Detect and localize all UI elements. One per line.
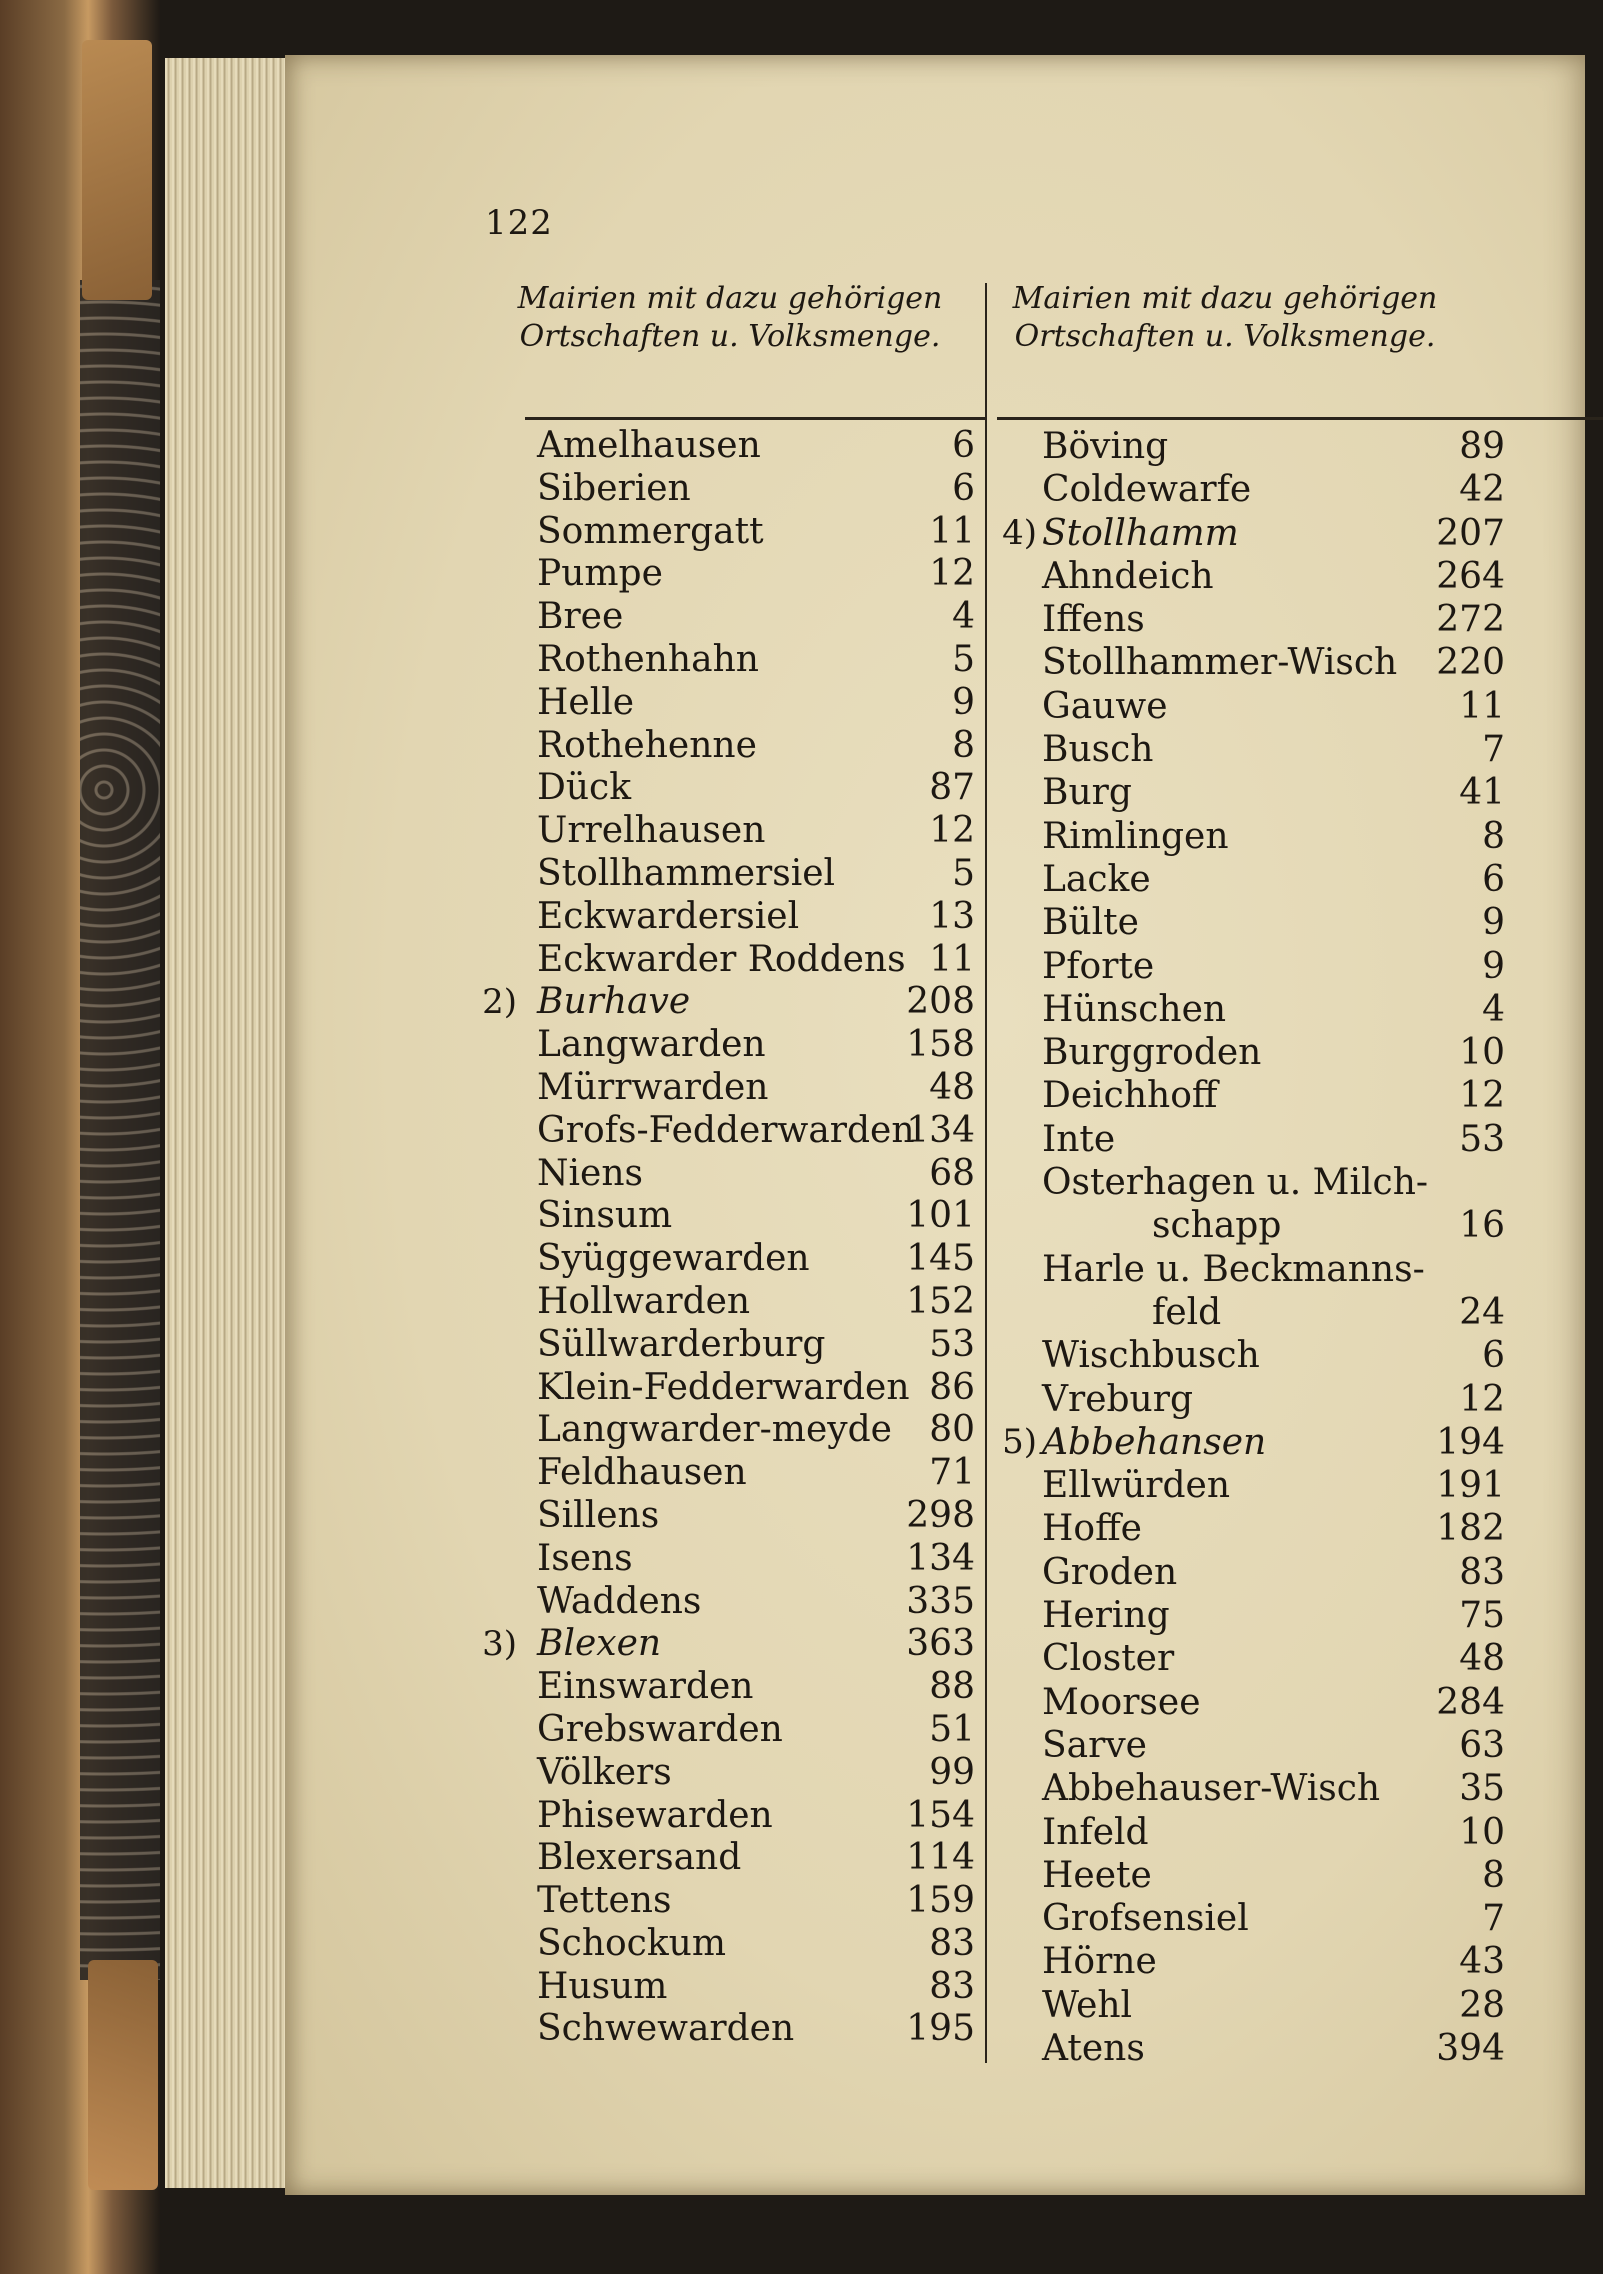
population-value: 394 [1436, 2027, 1505, 2069]
column-header-left-line-1: Mairien mit dazu gehörigen [517, 281, 943, 316]
population-value: 53 [929, 1323, 975, 1365]
population-value: 51 [929, 1708, 975, 1750]
page-edges-stack [165, 58, 290, 2188]
population-value: 335 [906, 1580, 975, 1622]
place-name: Moorsee [1042, 1681, 1201, 1723]
population-value: 284 [1436, 1681, 1505, 1723]
table-row [995, 1204, 1603, 1247]
table-row [465, 1367, 975, 1410]
place-name: Grofsensiel [1042, 1898, 1249, 1940]
table-row [465, 1752, 975, 1795]
table-row [995, 641, 1603, 684]
table-row [995, 555, 1603, 598]
table-row [465, 1581, 975, 1624]
table-row [465, 1195, 975, 1238]
table-row [995, 1940, 1603, 1983]
population-value: 12 [1459, 1075, 1505, 1117]
header-rule-right [997, 417, 1603, 420]
column-header-right-line-1: Mairien mit dazu gehörigen [1012, 281, 1438, 316]
table-row [465, 1966, 975, 2009]
place-name: Abbehauser-Wisch [1042, 1768, 1381, 1810]
population-value: 41 [1459, 772, 1505, 814]
mairie-number: 3) [482, 1624, 517, 1665]
place-name: Eckwarder Roddens [537, 938, 906, 980]
place-name: Vreburg [1042, 1378, 1193, 1420]
table-row [995, 1161, 1603, 1204]
page-number: 122 [485, 203, 553, 243]
place-name: feld [1152, 1291, 1222, 1333]
table-row [995, 1637, 1603, 1680]
population-value: 7 [1482, 729, 1505, 771]
table-row [465, 1923, 975, 1966]
table-row [995, 1724, 1603, 1767]
place-name: Atens [1042, 2027, 1145, 2069]
place-name: Blexersand [537, 1837, 742, 1879]
population-value: 8 [1482, 815, 1505, 857]
place-name: Schockum [537, 1922, 726, 1964]
population-value: 6 [1482, 858, 1505, 900]
table-row [465, 1538, 975, 1581]
place-name: Husum [537, 1965, 668, 2007]
table-row [995, 1421, 1603, 1464]
place-name: Süllwarderburg [537, 1323, 826, 1365]
mairie-name: Abbehansen [1042, 1421, 1267, 1463]
population-value: 158 [906, 1024, 975, 1066]
table-row [995, 901, 1603, 944]
place-name: Eckwardersiel [537, 895, 800, 937]
table-row [995, 1464, 1603, 1507]
population-value: 8 [952, 724, 975, 766]
table-row [995, 425, 1603, 468]
place-name: Sillens [537, 1494, 660, 1536]
place-name: schapp [1152, 1205, 1282, 1247]
population-value: 4 [1482, 988, 1505, 1030]
place-name: Ahndeich [1042, 555, 1214, 597]
place-name: Bülte [1042, 902, 1139, 944]
population-value: 11 [929, 510, 975, 552]
place-name: Schwewarden [537, 2008, 795, 2050]
place-name: Sinsum [537, 1195, 673, 1237]
population-value: 182 [1436, 1508, 1505, 1550]
population-value: 5 [952, 852, 975, 894]
place-name: Wischbusch [1042, 1335, 1260, 1377]
population-value: 99 [929, 1751, 975, 1793]
place-name: Rimlingen [1042, 815, 1229, 857]
marbled-endpaper [80, 280, 160, 1980]
table-row [995, 771, 1603, 814]
population-value: 11 [929, 938, 975, 980]
place-name: Urrelhausen [537, 810, 766, 852]
population-value: 4 [952, 596, 975, 638]
place-name: Burggroden [1042, 1032, 1262, 1074]
table-row [465, 1795, 975, 1838]
table-row [995, 468, 1603, 511]
table-row [995, 1984, 1603, 2027]
table-row [465, 1110, 975, 1153]
place-name: Heete [1042, 1854, 1152, 1896]
population-value: 7 [1482, 1898, 1505, 1940]
place-name: Hünschen [1042, 988, 1227, 1030]
place-name: Gauwe [1042, 685, 1168, 727]
population-value: 28 [1459, 1984, 1505, 2026]
header-rule-left [525, 417, 985, 420]
population-value: 159 [906, 1880, 975, 1922]
table-row [995, 1594, 1603, 1637]
population-value: 11 [1459, 685, 1505, 727]
place-name: Grebswarden [537, 1708, 783, 1750]
place-name: Amelhausen [537, 425, 761, 466]
population-value: 5 [952, 638, 975, 680]
table-row [995, 1897, 1603, 1940]
mairie-number: 2) [482, 982, 517, 1023]
table-row [995, 1681, 1603, 1724]
column-header-right-line-2: Ortschaften u. Volksmenge. [1014, 319, 1436, 354]
place-name: Dück [537, 767, 632, 809]
population-value: 208 [906, 981, 975, 1023]
table-row [995, 1074, 1603, 1117]
place-name: Isens [537, 1537, 633, 1579]
population-value: 220 [1436, 642, 1505, 684]
table-row [465, 1880, 975, 1923]
place-name: Rothehenne [537, 724, 757, 766]
table-row [465, 767, 975, 810]
table-row [995, 728, 1603, 771]
population-value: 13 [929, 895, 975, 937]
table-row [995, 1551, 1603, 1594]
place-name: Closter [1042, 1638, 1175, 1680]
place-name: Grofs-Fedderwarden [537, 1109, 915, 1151]
population-value: 195 [906, 2008, 975, 2050]
table-row [995, 1854, 1603, 1897]
table-row [465, 1153, 975, 1196]
population-value: 8 [1482, 1854, 1505, 1896]
population-value: 86 [929, 1366, 975, 1408]
table-row [465, 725, 975, 768]
population-value: 88 [929, 1666, 975, 1708]
population-value: 48 [1459, 1638, 1505, 1680]
table-row [465, 2008, 975, 2051]
place-name: Hollwarden [537, 1280, 751, 1322]
place-name: Burg [1042, 772, 1132, 814]
population-value: 298 [906, 1494, 975, 1536]
place-name: Osterhagen u. Milch- [1042, 1162, 1429, 1204]
place-name: Hering [1042, 1595, 1170, 1637]
place-name: Tettens [537, 1880, 672, 1922]
table-row [465, 639, 975, 682]
table-row [995, 945, 1603, 988]
column-header-left [480, 280, 980, 356]
table-row [465, 1409, 975, 1452]
place-name: Feldhausen [537, 1452, 747, 1494]
population-value: 35 [1459, 1768, 1505, 1810]
population-value: 89 [1459, 426, 1505, 467]
population-value: 145 [906, 1238, 975, 1280]
table-row [465, 1666, 975, 1709]
place-name: Völkers [537, 1751, 672, 1793]
table-row [465, 682, 975, 725]
table-row [995, 598, 1603, 641]
population-value: 152 [906, 1280, 975, 1322]
place-name: Ellwürden [1042, 1465, 1231, 1507]
population-value: 12 [929, 810, 975, 852]
table-row [465, 1067, 975, 1110]
place-name: Siberien [537, 467, 691, 509]
population-value: 154 [906, 1794, 975, 1836]
table-row [995, 2027, 1603, 2070]
population-value: 68 [929, 1152, 975, 1194]
population-value: 264 [1436, 555, 1505, 597]
place-name: Infeld [1042, 1811, 1149, 1853]
population-value: 207 [1436, 512, 1505, 554]
population-value: 83 [929, 1965, 975, 2007]
population-value: 6 [952, 425, 975, 466]
table-row [995, 1767, 1603, 1810]
table-row [465, 810, 975, 853]
table-row [465, 425, 975, 468]
place-name: Klein-Fedderwarden [537, 1366, 910, 1408]
population-value: 363 [906, 1623, 975, 1665]
book-page [285, 55, 1585, 2195]
population-value: 53 [1459, 1118, 1505, 1160]
mairie-number: 5) [1002, 1421, 1037, 1462]
population-value: 71 [929, 1452, 975, 1494]
population-value: 272 [1436, 599, 1505, 641]
population-value: 16 [1459, 1205, 1505, 1247]
population-value: 134 [906, 1109, 975, 1151]
left-column-list [465, 425, 975, 2051]
place-name: Mürrwarden [537, 1066, 769, 1108]
table-row [465, 1623, 975, 1666]
table-row [995, 1378, 1603, 1421]
right-column-list [995, 425, 1603, 2070]
table-row [995, 1118, 1603, 1161]
mairie-name: Blexen [537, 1623, 662, 1665]
population-value: 191 [1436, 1465, 1505, 1507]
place-name: Wehl [1042, 1984, 1133, 2026]
mairie-number: 4) [1002, 512, 1037, 553]
population-value: 101 [906, 1195, 975, 1237]
table-row [465, 468, 975, 511]
population-value: 6 [952, 467, 975, 509]
table-row [995, 1507, 1603, 1550]
population-value: 24 [1459, 1291, 1505, 1333]
population-value: 12 [929, 553, 975, 595]
table-row [465, 596, 975, 639]
column-header-left-line-2: Ortschaften u. Volksmenge. [519, 319, 941, 354]
table-row [465, 896, 975, 939]
population-value: 75 [1459, 1595, 1505, 1637]
table-row [465, 1238, 975, 1281]
place-name: Busch [1042, 729, 1154, 771]
table-row [465, 511, 975, 554]
table-row [995, 685, 1603, 728]
table-row [465, 553, 975, 596]
table-row [465, 939, 975, 982]
table-row [995, 1811, 1603, 1854]
population-value: 10 [1459, 1032, 1505, 1074]
place-name: Stollhammer-Wisch [1042, 642, 1398, 684]
population-value: 6 [1482, 1335, 1505, 1377]
place-name: Sommergatt [537, 510, 764, 552]
table-row [465, 1324, 975, 1367]
table-row [465, 1024, 975, 1067]
place-name: Rothenhahn [537, 638, 759, 680]
table-row [995, 988, 1603, 1031]
place-name: Sarve [1042, 1724, 1147, 1766]
population-value: 87 [929, 767, 975, 809]
place-name: Hoffe [1042, 1508, 1142, 1550]
mairie-name: Stollhamm [1042, 512, 1239, 554]
place-name: Langwarder-meyde [537, 1409, 892, 1451]
table-row [995, 815, 1603, 858]
place-name: Harle u. Beckmanns- [1042, 1248, 1425, 1290]
place-name: Phisewarden [537, 1794, 773, 1836]
table-row [465, 1709, 975, 1752]
population-value: 134 [906, 1537, 975, 1579]
place-name: Syüggewarden [537, 1238, 810, 1280]
population-value: 83 [1459, 1551, 1505, 1593]
leather-cover-corner-top [82, 40, 152, 300]
table-row [995, 1248, 1603, 1291]
place-name: Hörne [1042, 1941, 1157, 1983]
place-name: Pumpe [537, 553, 663, 595]
population-value: 83 [929, 1922, 975, 1964]
population-value: 9 [952, 681, 975, 723]
population-value: 80 [929, 1409, 975, 1451]
table-row [465, 1281, 975, 1324]
place-name: Helle [537, 681, 635, 723]
place-name: Groden [1042, 1551, 1178, 1593]
place-name: Böving [1042, 426, 1169, 467]
place-name: Inte [1042, 1118, 1116, 1160]
place-name: Langwarden [537, 1024, 766, 1066]
column-header-right [975, 280, 1475, 356]
population-value: 12 [1459, 1378, 1505, 1420]
table-row [995, 512, 1603, 555]
place-name: Bree [537, 596, 624, 638]
table-row [995, 1031, 1603, 1074]
table-row [465, 853, 975, 896]
table-row [995, 1334, 1603, 1377]
population-value: 42 [1459, 469, 1505, 511]
population-value: 48 [929, 1066, 975, 1108]
place-name: Iffens [1042, 599, 1145, 641]
table-row [995, 858, 1603, 901]
table-row [465, 1452, 975, 1495]
place-name: Coldewarfe [1042, 469, 1252, 511]
population-value: 63 [1459, 1724, 1505, 1766]
table-row [995, 1291, 1603, 1334]
place-name: Niens [537, 1152, 643, 1194]
population-value: 114 [906, 1837, 975, 1879]
population-value: 9 [1482, 902, 1505, 944]
table-row [465, 1837, 975, 1880]
population-value: 9 [1482, 945, 1505, 987]
population-value: 10 [1459, 1811, 1505, 1853]
population-value: 194 [1436, 1421, 1505, 1463]
table-row [465, 981, 975, 1024]
mairie-name: Burhave [537, 981, 691, 1023]
place-name: Stollhammersiel [537, 852, 836, 894]
leather-cover-corner-bottom [88, 1960, 158, 2190]
place-name: Lacke [1042, 858, 1151, 900]
place-name: Pforte [1042, 945, 1155, 987]
place-name: Einswarden [537, 1666, 754, 1708]
place-name: Deichhoff [1042, 1075, 1218, 1117]
table-row [465, 1495, 975, 1538]
place-name: Waddens [537, 1580, 702, 1622]
population-value: 43 [1459, 1941, 1505, 1983]
